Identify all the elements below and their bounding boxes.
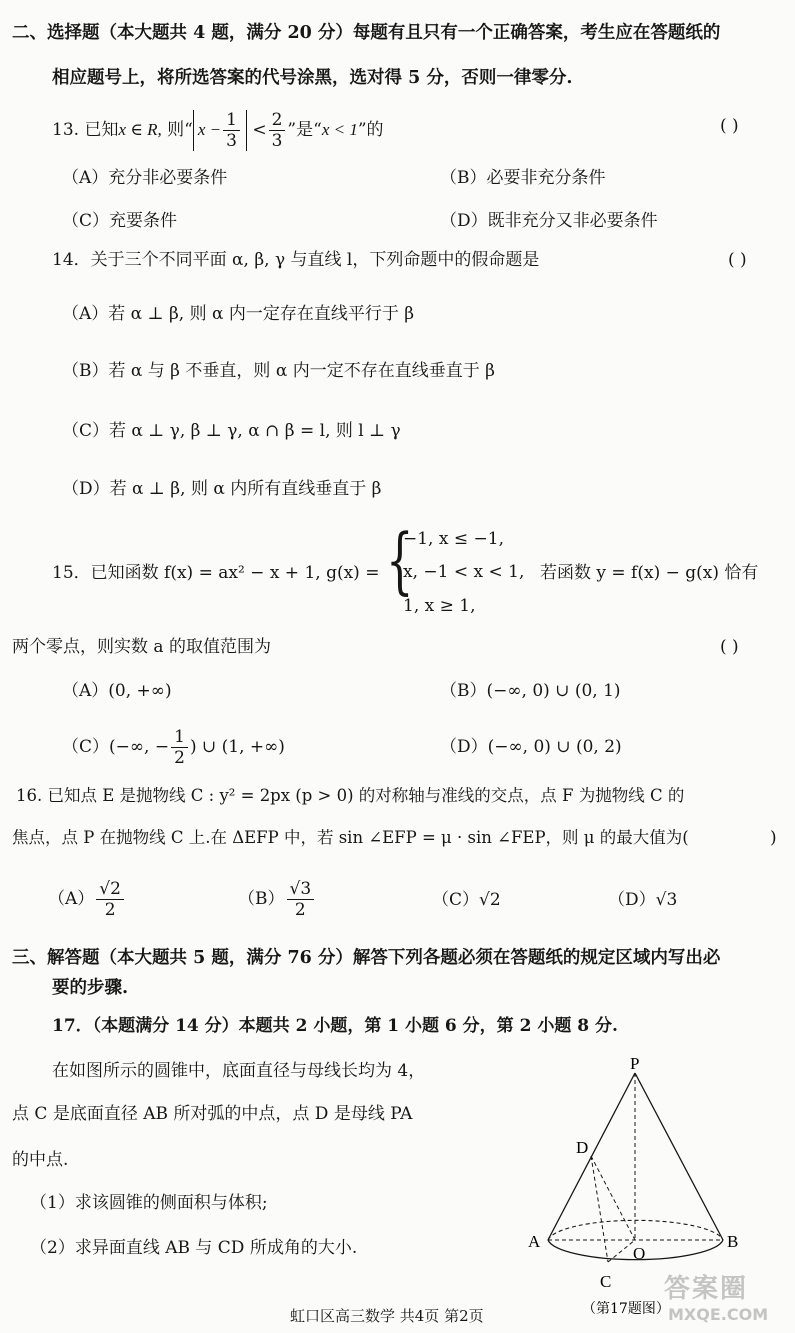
q16-option-b (238, 876, 316, 922)
q13-fraction-1 (223, 110, 240, 151)
q16-a-den: 2 (104, 900, 116, 920)
q15-piece-2: x, −1 < x < 1, (403, 562, 525, 582)
page-footer: 虹口区高三数学 共4页 第2页 (290, 1307, 484, 1325)
q15-piece-1: −1, x ≤ −1, (403, 529, 504, 549)
q13-option-a: （A）充分非必要条件 (62, 168, 228, 188)
section2-heading-line1: 二、选择题（本大题共 4 题，满分 20 分）每题有且只有一个正确答案，考生应在答题纸的 (12, 23, 721, 43)
q16-option-d-label: （D） (608, 890, 656, 910)
q16-option-d-value: √3 (655, 890, 678, 910)
q13-mid: ”是“ (287, 120, 322, 140)
figure-caption: （第17题图） (582, 1301, 670, 1317)
segment-dc (591, 1156, 608, 1262)
label-c: C (600, 1272, 612, 1291)
q13-option-d: （D）既非充分又非必要条件 (440, 211, 658, 231)
q16-line1: 16. 已知点 E 是抛物线 C : y² = 2px (p > 0) 的对称轴与准线的交点，点 F 为抛物线 C 的 (16, 786, 685, 805)
watermark-url: MXQE.COM (668, 1305, 769, 1324)
q16-option-c-value: √2 (479, 890, 501, 910)
q13-stem (52, 110, 384, 151)
q15-answer-paren: ( ) (720, 637, 739, 657)
q14-option-d: （D）若 α ⊥ β, 则 α 内所有直线垂直于 β (62, 479, 382, 499)
q13-f1-num: 1 (223, 110, 240, 131)
q17-part2: （2）求异面直线 AB 与 CD 所成角的大小. (30, 1238, 358, 1258)
q15-option-c-pre: （C）(−∞, − (62, 737, 170, 757)
q15-c-frac-num: 1 (171, 727, 188, 748)
q13-f2-den: 3 (271, 131, 283, 151)
q13-option-c: （C）充要条件 (62, 211, 178, 231)
q16-option-d (608, 888, 677, 912)
q16-option-a-fraction (96, 879, 124, 920)
q13-lt: < (252, 120, 267, 140)
q17-text-line3: 的中点. (12, 1150, 69, 1170)
q15-option-c (62, 724, 285, 770)
q15-piecewise-brace: { (386, 518, 414, 602)
label-p: P (630, 1055, 640, 1073)
q16-option-a-label: （A） (48, 889, 95, 909)
q13-absolute-value (193, 110, 247, 151)
q15-stem-left: 15．已知函数 f(x) = ax² − x + 1, g(x) = (52, 563, 380, 583)
q15-option-a: （A）(0, +∞) (62, 681, 172, 701)
q16-option-a (48, 876, 126, 922)
label-o: O (633, 1244, 646, 1263)
label-d: D (576, 1138, 589, 1157)
q15-option-d: （D）(−∞, 0) ∪ (0, 2) (440, 737, 622, 757)
q16-b-den: 2 (294, 900, 306, 920)
label-b: B (727, 1232, 739, 1251)
section3-heading-line2: 要的步骤. (52, 978, 129, 998)
q13-suffix: ”的 (357, 120, 384, 140)
q16-line2: 焦点，点 P 在抛物线 C 上.在 ΔEFP 中，若 sin ∠EFP = μ · sin ∠FEP，则 μ 的最大值为( (12, 828, 689, 847)
q15-option-b: （B）(−∞, 0) ∪ (0, 1) (440, 681, 621, 701)
q17-text-line2: 点 C 是底面直径 AB 所对弧的中点，点 D 是母线 PA (12, 1104, 413, 1124)
q16-option-c-label: （C） (432, 890, 480, 910)
section3-heading-line1: 三、解答题（本大题共 5 题，满分 76 分）解答下列各题必须在答题纸的规定区域内写出必 (12, 948, 721, 968)
q15-c-frac-den: 2 (174, 748, 185, 768)
q13-x-lt-1: x < 1 (321, 120, 358, 139)
q13-condition: x ∈ R, (118, 120, 162, 139)
q16-option-c (432, 888, 501, 912)
q17-heading: 17．（本题满分 14 分）本题共 2 小题，第 1 小题 6 分，第 2 小题 8 分. (52, 1016, 618, 1036)
q15-stem-line2: 两个零点，则实数 a 的取值范围为 (12, 637, 271, 657)
q13-f2-num: 2 (269, 110, 286, 131)
q16-option-b-label: （B） (238, 889, 285, 909)
q14-answer-paren: ( ) (728, 250, 747, 270)
q15-option-c-post: ) ∪ (1, +∞) (189, 737, 285, 757)
q15-piece-3: 1, x ≥ 1, (403, 596, 476, 616)
slant-pb (635, 1073, 723, 1240)
q17-text-line1: 在如图所示的圆锥中，底面直径与母线长均为 4， (52, 1061, 426, 1081)
q14-option-a: （A）若 α ⊥ β, 则 α 内一定存在直线平行于 β (62, 304, 415, 324)
watermark-logo-text: 答案圈 (664, 1274, 749, 1304)
q13-answer-paren: ( ) (720, 116, 739, 136)
q13-option-b: （B）必要非充分条件 (440, 168, 606, 188)
q13-then: 则“ (161, 120, 193, 140)
q13-f1-den: 3 (226, 131, 237, 151)
q16-a-num: √2 (96, 879, 124, 900)
q13-prefix: 13. 已知 (52, 120, 119, 140)
section2-heading-line2: 相应题号上，将所选答案的代号涂黑，选对得 5 分，否则一律零分. (52, 68, 573, 88)
q13-x-minus: x − (197, 120, 222, 139)
q14-option-c: （C）若 α ⊥ γ, β ⊥ γ, α ∩ β = l, 则 l ⊥ γ (62, 421, 401, 441)
q16-option-b-fraction (287, 879, 315, 920)
label-a: A (528, 1232, 541, 1251)
q14-option-b: （B）若 α 与 β 不垂直，则 α 内一定不存在直线垂直于 β (62, 361, 495, 381)
q15-option-c-fraction (171, 727, 188, 768)
q14-stem: 14．关于三个不同平面 α, β, γ 与直线 l，下列命题中的假命题是 (52, 250, 540, 270)
q15-stem-right: 若函数 y = f(x) − g(x) 恰有 (540, 563, 759, 583)
q13-fraction-2 (269, 110, 286, 151)
q16-paren-close: ) (770, 828, 777, 848)
q17-part1: （1）求该圆锥的侧面积与体积; (30, 1193, 268, 1213)
q16-b-num: √3 (287, 879, 315, 900)
